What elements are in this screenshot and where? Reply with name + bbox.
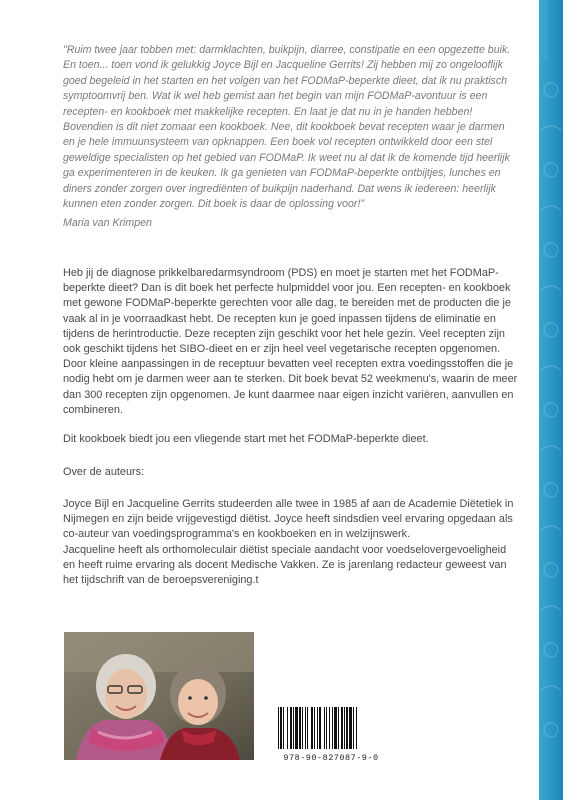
- barcode-bar: [319, 707, 321, 749]
- barcode-bar: [290, 707, 292, 749]
- cover-spine-band: [539, 0, 563, 800]
- barcode-bar: [299, 707, 301, 749]
- quote-text: "Ruim twee jaar tobben met: darmklachten, buikpijn, diarree, constipatie en een opgezette buik. En toen... toen vond ik gelukkig Joyce Bijl en Jacqueline Gerrits! Zij hebben mij zo ongelooflijk goed begeleid in het starten en het volgen van het FODMaP-beperkte dieet, dat ik nu praktisch symptoomvrij ben. Wat ik wel heb gemist aan het begin van mijn FODMaP-avontuur is een recepten- en kookboek met makkelijke recepten. En laat je dat nu in je handen hebben! Bovendien is dit niet zomaar een kookboek. Nee, dit kookboek bevat recepten waar je darmen en je hele immuunsysteem van opknappen. Een boek vol recepten ontwikkeld door een stel geweldige specialisten op het gebied van FODMaP. Ik weet nu al dat ik de komende tijd heerlijk ga experimenteren in de keuken. Ik ga genieten van FODMaP-beperkte ontbijtjes, lunches en diners zonder zorgen over ingrediënten of buikpijn naderhand. Dat wens ik iedereen: heerlijk kunnen eten zonder zorgen. Dit boek is daar de oplossing voor!": [63, 44, 511, 211]
- authors-paragraph-1: Joyce Bijl en Jacqueline Gerrits studeerden alle twee in 1985 af aan de Academie Diëtetiek in Nijmegen en zijn beide vrijgevestigd diëtist. Joyce heeft sindsdien veel ervaring opgedaan als co-auteur van voedingsprogramma's en kookboeken en in welzijnswerk.: [63, 498, 514, 541]
- description-paragraph-1: Heb jij de diagnose prikkelbaredarmsyndroom (PDS) en moet je starten met het FODMaP-beperkte dieet? Dan is dit boek het perfecte hulpmiddel voor jou. Een recepten- en kookboek met gewone FODMaP-beperkte gerechten voor alle dag, te bereiden met de producten die je vaak al in je voorraadkast hebt. De recepten kun je goed inpassen tijdens de eliminatie en tijdens de herintroductie. Deze recepten zijn geschikt voor het hele gezin. Veel recepten zijn ook geschikt tijdens het SIBO-dieet en er zijn heel veel vegetarische recepten opgenomen. Door kleine aanpassingen in de receptuur bevatten veel recepten extra voedingsstoffen die je nodig hebt om je darmen weer aan te sterken. Dit boek bevat 52 weekmenu's, waarin de meer dan 300 recepten zijn opgenomen. Je kunt daarmee naar eigen inzicht variëren, aanvullen en combineren.: [63, 267, 518, 416]
- barcode-bar: [311, 707, 313, 749]
- barcode-bar: [341, 707, 343, 749]
- barcode-bar: [324, 707, 325, 749]
- barcode-bar: [295, 707, 298, 749]
- barcode-bar: [346, 707, 348, 749]
- barcode-bar: [338, 707, 339, 749]
- quote-author: Maria van Krimpen: [63, 217, 152, 230]
- barcode-bar: [326, 707, 327, 749]
- barcode-bar: [307, 707, 308, 749]
- barcode-bar: [314, 707, 315, 749]
- barcode-bar: [305, 707, 306, 749]
- barcode-bar: [287, 707, 288, 749]
- barcode-bar: [278, 707, 279, 749]
- barcode-bar: [283, 707, 284, 749]
- barcode-bars: [276, 707, 386, 751]
- spine-pattern: [539, 0, 563, 800]
- barcode-bar: [349, 707, 352, 749]
- isbn-barcode: [274, 707, 388, 765]
- barcode-bar: [317, 707, 318, 749]
- barcode-bar: [332, 707, 333, 749]
- barcode-bar: [293, 707, 294, 749]
- authors-photo: [64, 632, 254, 760]
- barcode-bar: [334, 707, 337, 749]
- barcode-bar: [280, 707, 282, 749]
- description-paragraph-2: Dit kookboek biedt jou een vliegende start met het FODMaP-beperkte dieet.: [63, 433, 429, 446]
- authors-paragraph-2: Jacqueline heeft als orthomoleculair diëtist speciale aandacht voor voedselovergevoeligheid en heeft ruime ervaring als docent Medische Vakken. Ze is jarenlang redacteur geweest van het tijdschrift van de beroepsvereniging.t: [63, 543, 507, 587]
- authors-heading: Over de auteurs:: [63, 466, 145, 478]
- isbn-number: 978-90-827087-9-0: [283, 753, 379, 763]
- barcode-bar: [329, 707, 330, 749]
- barcode-bar: [353, 707, 354, 749]
- barcode-bar: [356, 707, 357, 749]
- book-description: [63, 266, 518, 461]
- barcode-bar: [302, 707, 303, 749]
- authors-photo-illustration: [64, 632, 254, 760]
- testimonial-quote: [63, 43, 518, 232]
- authors-bio: [63, 497, 518, 588]
- barcode-bar: [344, 707, 345, 749]
